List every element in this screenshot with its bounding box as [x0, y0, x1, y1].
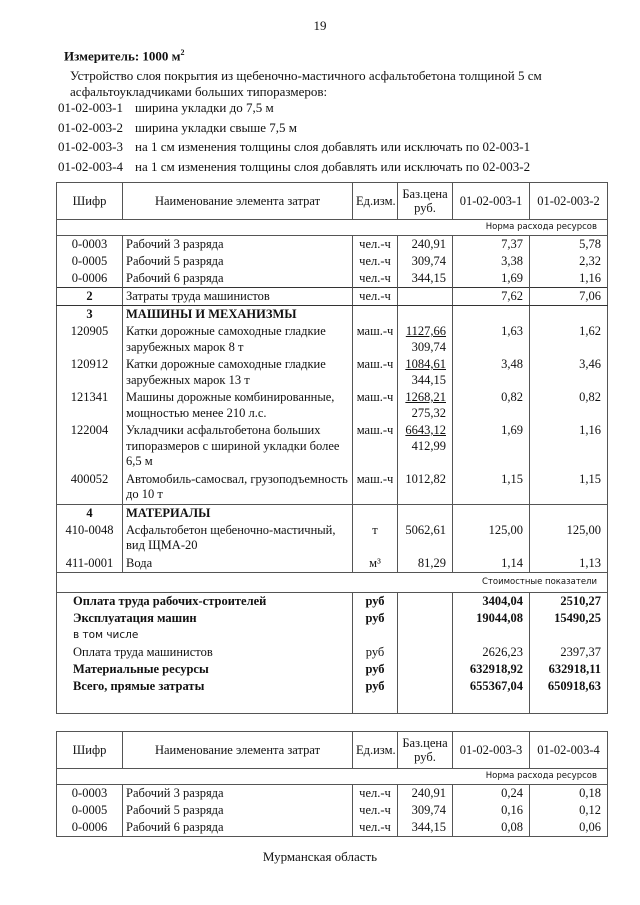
code-id: 01-02-003-3: [58, 139, 123, 154]
header-col2: 01-02-003-4: [530, 732, 608, 769]
cell-name: Рабочий 5 разряда: [123, 802, 353, 819]
cell-v1: 1,14: [453, 555, 530, 573]
summary-row: [57, 592, 608, 610]
cell-v2: 0,06: [530, 819, 608, 837]
table-row: [57, 819, 608, 837]
cost-label: Стоимостные показатели: [57, 572, 608, 592]
cell-v1: 125,00: [453, 522, 530, 555]
measure-superscript: 2: [180, 48, 185, 57]
cell-v2: 1,13: [530, 555, 608, 573]
cell-name: Рабочий 3 разряда: [123, 785, 353, 803]
table-row: [57, 422, 608, 471]
summary-v2: [530, 627, 608, 644]
section-machines: [57, 306, 608, 324]
cell-price: 1012,82: [398, 471, 453, 505]
table-row: [57, 802, 608, 819]
cell-unit: чел.-ч: [353, 270, 398, 288]
cell-v1: 7,37: [453, 236, 530, 254]
cell-price: 344,15: [398, 819, 453, 837]
table-row: [57, 356, 608, 389]
cell-unit: м³: [353, 555, 398, 573]
cell-unit: чел.-ч: [353, 288, 398, 306]
table-row: [57, 522, 608, 555]
cell-code: 411-0001: [57, 555, 123, 573]
section-code: 4: [57, 504, 123, 522]
cell-code: 0-0005: [57, 253, 123, 270]
summary-v1: 655367,04: [453, 678, 530, 695]
summary-v1: 3404,04: [453, 592, 530, 610]
summary-v1: 632918,92: [453, 661, 530, 678]
cell-v1: 3,48: [453, 356, 530, 389]
cell-unit: чел.-ч: [353, 236, 398, 254]
cell-price: [398, 288, 453, 306]
code-item: [58, 139, 530, 159]
section-code: 3: [57, 306, 123, 324]
cell-v2: 1,62: [530, 323, 608, 356]
table-row: [57, 555, 608, 573]
header-col1: 01-02-003-3: [453, 732, 530, 769]
region-footer: Мурманская область: [262, 849, 378, 864]
cell-v2: 0,18: [530, 785, 608, 803]
cell-unit: чел.-ч: [353, 785, 398, 803]
cell-v1: 0,16: [453, 802, 530, 819]
header-unit: Ед.изм.: [353, 732, 398, 769]
summary-unit: руб: [353, 592, 398, 610]
header-name: Наименование элемента затрат: [123, 183, 353, 220]
header-col1: 01-02-003-1: [453, 183, 530, 220]
measure-label: Измеритель: 1000 м: [64, 48, 181, 64]
cell-price: 240,91: [398, 785, 453, 803]
cell-v2: 7,06: [530, 288, 608, 306]
price-wage: 412,99: [411, 438, 446, 453]
price-wage: 309,74: [411, 339, 446, 354]
summary-label: Материальные ресурсы: [57, 661, 353, 678]
cell-unit: маш.-ч: [353, 389, 398, 422]
cell-code: 0-0006: [57, 270, 123, 288]
cell-unit: маш.-ч: [353, 323, 398, 356]
cell-name: Рабочий 6 разряда: [123, 819, 353, 837]
cell-code: 0-0003: [57, 785, 123, 803]
summary-label: Оплата труда машинистов: [57, 644, 353, 661]
code-text: ширина укладки свыше 7,5 м: [135, 119, 298, 135]
code-text: на 1 см изменения толщины слоя добавлять или исключать по 02-003-1: [135, 139, 531, 154]
summary-label: Эксплуатация машин: [57, 610, 353, 627]
cell-unit: маш.-ч: [353, 356, 398, 389]
cell-price: 309,74: [398, 253, 453, 270]
cell-v2: 3,46: [530, 356, 608, 389]
code-list: [58, 100, 530, 178]
cell-v2: 125,00: [530, 522, 608, 555]
table-end-row: [57, 695, 608, 714]
norm-subheader: [57, 220, 608, 236]
code-id: 01-02-003-1: [58, 100, 123, 115]
summary-v2: 650918,63: [530, 678, 608, 695]
cell-v1: 0,82: [453, 389, 530, 422]
cell-unit: т: [353, 522, 398, 555]
summary-row: [57, 610, 608, 627]
cell-name: Катки дорожные самоходные гладкие зарубежных марок 13 т: [123, 356, 353, 389]
header-code: Шифр: [57, 732, 123, 769]
summary-v2: 2397,37: [530, 644, 608, 661]
table-row: [57, 389, 608, 422]
cell-code: 0-0003: [57, 236, 123, 254]
cost-subheader: [57, 572, 608, 592]
cell-code: 120905: [57, 323, 123, 356]
table-header: [57, 732, 608, 769]
cell-price: [398, 356, 453, 389]
measure-unit: [64, 48, 185, 64]
table-row: [57, 253, 608, 270]
cell-name: Катки дорожные самоходные гладкие зарубежных марок 8 т: [123, 323, 353, 356]
table-row: [57, 323, 608, 356]
cell-v2: 0,82: [530, 389, 608, 422]
cell-v2: 1,16: [530, 270, 608, 288]
summary-label: Оплата труда рабочих-строителей: [57, 592, 353, 610]
header-name: Наименование элемента затрат: [123, 732, 353, 769]
cell-code: 122004: [57, 422, 123, 471]
code-text: на 1 см изменения толщины слоя добавлять или исключать по 02-003-2: [135, 158, 531, 174]
summary-row: [57, 661, 608, 678]
work-description: Устройство слоя покрытия из щебеночно-мастичного асфальтобетона толщиной 5 см асфальтоукладчиками больших типоразмеров:: [70, 68, 542, 99]
cell-code: 120912: [57, 356, 123, 389]
section-title: МАТЕРИАЛЫ: [123, 504, 353, 522]
cell-v2: 1,15: [530, 471, 608, 505]
section-materials: [57, 504, 608, 522]
cell-code: 0-0006: [57, 819, 123, 837]
cell-price: 5062,61: [398, 522, 453, 555]
cell-name: Затраты труда машинистов: [123, 288, 353, 306]
cell-v2: 2,32: [530, 253, 608, 270]
cell-unit: чел.-ч: [353, 802, 398, 819]
price-wage: 344,15: [411, 372, 446, 387]
summary-row: [57, 627, 608, 644]
cell-unit: чел.-ч: [353, 253, 398, 270]
cell-v2: 1,16: [530, 422, 608, 471]
cell-unit: маш.-ч: [353, 471, 398, 505]
table-row: [57, 471, 608, 505]
page-number: 19: [313, 18, 327, 33]
summary-label: Всего, прямые затраты: [57, 678, 353, 695]
price-wage: 275,32: [411, 405, 446, 420]
summary-unit: руб: [353, 661, 398, 678]
summary-row: [57, 678, 608, 695]
code-id: 01-02-003-2: [58, 119, 123, 135]
cell-unit: чел.-ч: [353, 819, 398, 837]
price-total: 6643,12: [405, 423, 446, 437]
summary-unit: руб: [353, 610, 398, 627]
table-header: [57, 183, 608, 220]
code-text: ширина укладки до 7,5 м: [135, 100, 274, 115]
summary-v2: 2510,27: [530, 592, 608, 610]
code-item: [58, 120, 530, 140]
cell-price: 240,91: [398, 236, 453, 254]
table-row: [57, 785, 608, 803]
header-unit: Ед.изм.: [353, 183, 398, 220]
code-item: [58, 159, 530, 179]
cell-v1: 0,08: [453, 819, 530, 837]
cell-code: 121341: [57, 389, 123, 422]
table-row: [57, 236, 608, 254]
code-item: [58, 100, 530, 120]
cell-price: [398, 323, 453, 356]
cell-code: 2: [57, 288, 123, 306]
table-row: [57, 270, 608, 288]
cell-name: Машины дорожные комбинированные, мощностью менее 210 л.с.: [123, 389, 353, 422]
header-code: Шифр: [57, 183, 123, 220]
cell-price: 344,15: [398, 270, 453, 288]
summary-v2: 15490,25: [530, 610, 608, 627]
cell-name: Укладчики асфальтобетона больших типоразмеров с шириной укладки более 6,5 м: [123, 422, 353, 471]
price-total: 1268,21: [405, 390, 446, 404]
summary-v1: 19044,08: [453, 610, 530, 627]
code-id: 01-02-003-4: [58, 158, 123, 174]
header-price: Баз.цена руб.: [398, 183, 453, 220]
resource-table-1: [56, 182, 608, 714]
cell-v1: 1,69: [453, 422, 530, 471]
cell-name: Рабочий 3 разряда: [123, 236, 353, 254]
machinist-labor-row: [57, 288, 608, 306]
summary-unit: руб: [353, 644, 398, 661]
cell-code: 410-0048: [57, 522, 123, 555]
cell-v2: 0,12: [530, 802, 608, 819]
cell-name: Рабочий 6 разряда: [123, 270, 353, 288]
header-price: Баз.цена руб.: [398, 732, 453, 769]
section-title: МАШИНЫ И МЕХАНИЗМЫ: [123, 306, 353, 324]
cell-name: Рабочий 5 разряда: [123, 253, 353, 270]
summary-unit: [353, 627, 398, 644]
cell-v1: 1,15: [453, 471, 530, 505]
cell-price: [398, 422, 453, 471]
cell-name: Вода: [123, 555, 353, 573]
cell-code: 400052: [57, 471, 123, 505]
resource-table-2: [56, 731, 608, 837]
cell-v1: 7,62: [453, 288, 530, 306]
summary-v2: 632918,11: [530, 661, 608, 678]
price-total: 1084,61: [405, 357, 446, 371]
summary-row: [57, 644, 608, 661]
summary-v1: [453, 627, 530, 644]
summary-v1: 2626,23: [453, 644, 530, 661]
cell-v1: 0,24: [453, 785, 530, 803]
summary-label: в том числе: [57, 627, 353, 644]
cell-v1: 1,63: [453, 323, 530, 356]
norm-subheader: [57, 769, 608, 785]
norm-label: Норма расхода ресурсов: [57, 769, 608, 785]
cell-v1: 3,38: [453, 253, 530, 270]
price-total: 1127,66: [405, 324, 446, 338]
norm-label: Норма расхода ресурсов: [57, 220, 608, 236]
cell-price: 309,74: [398, 802, 453, 819]
cell-name: Автомобиль-самосвал, грузоподъемность до 10 т: [123, 471, 353, 505]
cell-price: [398, 389, 453, 422]
cell-v1: 1,69: [453, 270, 530, 288]
cell-price: 81,29: [398, 555, 453, 573]
header-col2: 01-02-003-2: [530, 183, 608, 220]
cell-v2: 5,78: [530, 236, 608, 254]
cell-name: Асфальтобетон щебеночно-мастичный, вид ЩМА-20: [123, 522, 353, 555]
summary-unit: руб: [353, 678, 398, 695]
cell-code: 0-0005: [57, 802, 123, 819]
cell-unit: маш.-ч: [353, 422, 398, 471]
